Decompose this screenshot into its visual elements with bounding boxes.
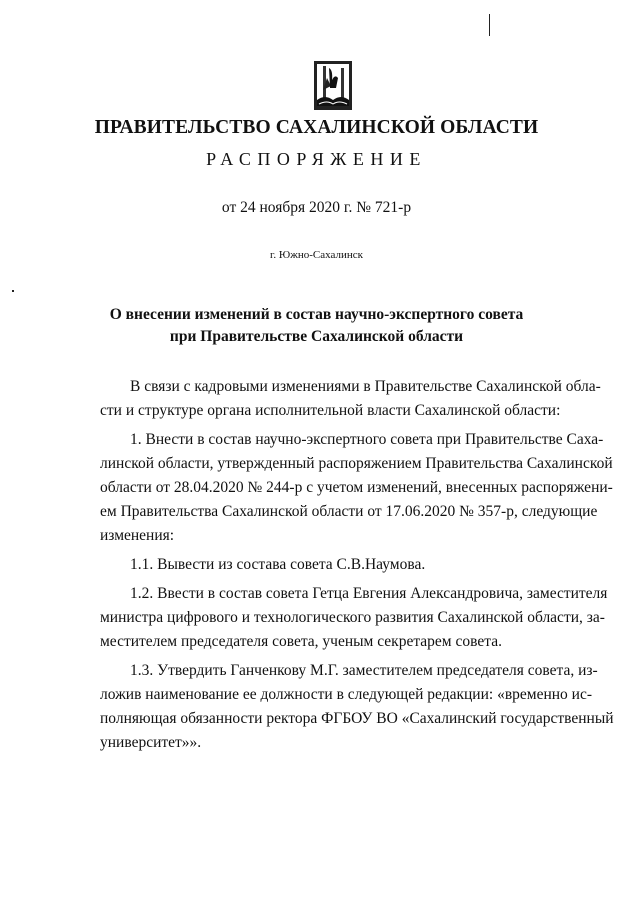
subject-line: О внесении изменений в состав научно-экспертного совета (109, 306, 524, 323)
document-type: РАСПОРЯЖЕНИЕ (206, 149, 427, 169)
text-line: местителем председателя совета, ученым секретарем совета. (100, 633, 502, 650)
paragraph-1 (100, 428, 613, 548)
text-line: сти и структуре органа исполнительной власти Сахалинской области: (100, 402, 561, 419)
issuer-title: ПРАВИТЕЛЬСТВО САХАЛИНСКОЙ ОБЛАСТИ (94, 117, 539, 138)
document-city: г. Южно-Сахалинск (270, 249, 363, 261)
text-line: полняющая обязанности ректора ФГБОУ ВО «Сахалинский государственный (100, 710, 614, 727)
text-line: министра цифрового и технологического развития Сахалинской области, за- (100, 609, 605, 626)
text-line: ложив наименование ее должности в следующей редакции: «временно ис- (100, 686, 593, 703)
text-line: изменения: (100, 527, 175, 544)
paragraph-intro (100, 375, 601, 423)
text-line: области от 28.04.2020 № 244-р с учетом изменений, внесенных распоряжени- (100, 479, 613, 496)
text-line: ем Правительства Сахалинской области от 17.06.2020 № 357-р, следующие (100, 503, 598, 520)
document-date-number: от 24 ноября 2020 г. № 721-р (221, 199, 412, 216)
document-body (100, 375, 614, 755)
document-subject (0, 304, 633, 348)
text-line: 1.1. Вывести из состава совета С.В.Наумова. (130, 556, 426, 573)
paragraph-1-2 (100, 582, 608, 654)
scan-mark (489, 14, 490, 36)
paragraph-1-1 (100, 553, 592, 577)
coat-of-arms-emblem (313, 60, 353, 112)
scan-mark (12, 290, 14, 292)
paragraph-1-3 (100, 659, 614, 755)
text-line: университет»». (100, 734, 202, 751)
subject-line: при Правительстве Сахалинской области (169, 328, 464, 345)
text-line: В связи с кадровыми изменениями в Правительстве Сахалинской обла- (130, 378, 601, 395)
text-line: 1.3. Утвердить Ганченкову М.Г. заместителем председателя совета, из- (130, 662, 598, 679)
text-line: 1. Внести в состав научно-экспертного совета при Правительстве Саха- (130, 431, 604, 448)
text-line: 1.2. Ввести в состав совета Гетца Евгения Александровича, заместителя (130, 585, 608, 602)
text-line: линской области, утвержденный распоряжением Правительства Сахалинской (100, 455, 613, 472)
